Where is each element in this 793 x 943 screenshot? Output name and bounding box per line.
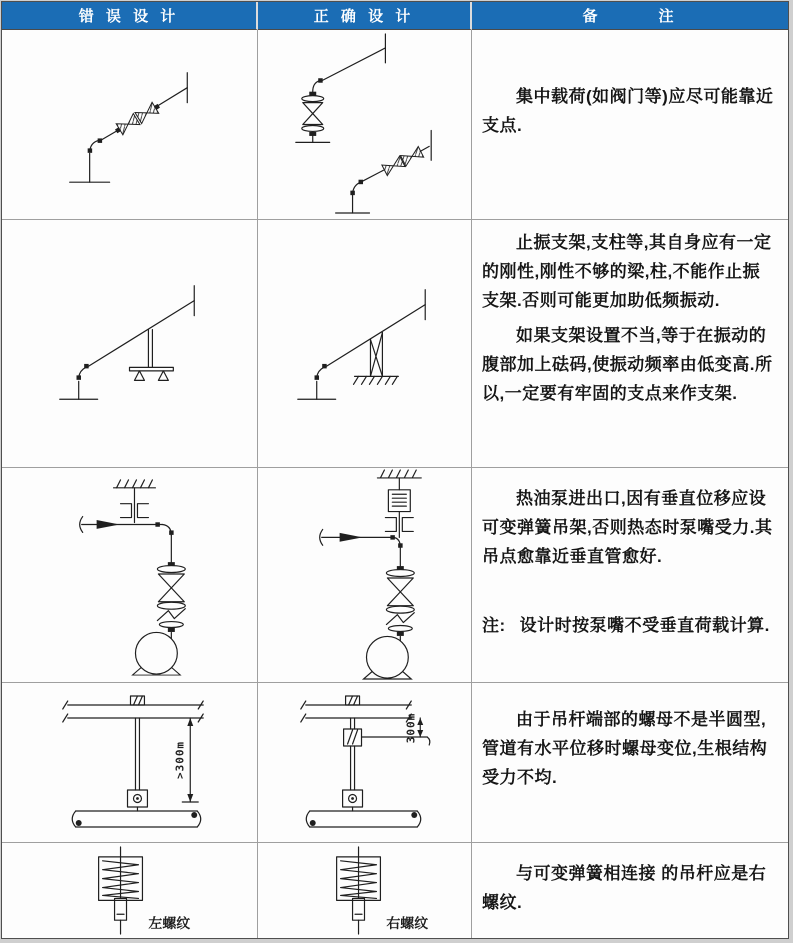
ceiling-anchor-icon xyxy=(114,480,156,523)
spring-icon xyxy=(99,847,143,934)
pipe-run xyxy=(320,529,401,568)
wrong-design-cell-row2 xyxy=(2,220,258,468)
wrong-design-diagram-row1 xyxy=(2,30,257,219)
wrong-design-diagram-row4 xyxy=(2,683,257,842)
correct-design-cell-row5 xyxy=(258,843,472,938)
note-label: 注: xyxy=(482,616,506,635)
turnbuckle-icon xyxy=(353,898,365,920)
braced-column-support-icon xyxy=(354,333,399,385)
thread-label: 左螺纹 xyxy=(148,915,191,932)
pipe-clamp-icon xyxy=(343,790,363,811)
beam-icon xyxy=(63,701,203,722)
remark-text: 止振支架,支柱等,其自身应有一定的刚性,刚性不够的梁,柱,不能作止振支架.否则可能更加助低频振动. xyxy=(482,233,772,310)
pump-icon xyxy=(364,636,412,679)
remark-cell-row2 xyxy=(472,220,788,468)
remark-cell-row4 xyxy=(472,683,788,843)
header-correct-design: 正 确 设 计 xyxy=(258,2,472,30)
correct-design-diagram-row4 xyxy=(258,683,471,842)
turnbuckle-icon xyxy=(115,898,127,920)
note-text: 设计时按泵嘴不受垂直荷载计算. xyxy=(519,616,770,635)
correct-design-diagram-row1 xyxy=(258,30,471,219)
beam-icon xyxy=(301,701,411,722)
remark-text: 如果支架设置不当,等于在振动的腹部加上砝码,使振动频率由低变高.所以,一定要有牢固的支点来作支架. xyxy=(482,326,773,403)
pipe-and-support xyxy=(70,73,188,182)
spring-icon xyxy=(337,847,381,934)
valve-icon xyxy=(113,100,162,137)
correct-design-cell-row2 xyxy=(258,220,472,468)
pipe-clamp-icon xyxy=(128,790,148,811)
nut-icon xyxy=(130,696,144,705)
remark-cell-row3 xyxy=(472,468,788,683)
pipe-icon xyxy=(306,811,420,827)
remark-text: 热油泵进出口,因有垂直位移应设可变弹簧吊架,否则热态时泵嘴受力.其吊点愈靠近垂直管愈好. xyxy=(482,489,773,566)
hanger-rod xyxy=(135,718,139,790)
thread-label: 右螺纹 xyxy=(386,915,429,932)
pump-icon xyxy=(132,632,180,675)
dimension-label: 300m xyxy=(404,712,418,744)
remark-text: 由于吊杆端部的螺母不是半圆型,管道有水平位移时螺母变位,生根结构受力不均. xyxy=(482,710,768,787)
valve-icon xyxy=(382,147,424,176)
spring-hanger-icon xyxy=(388,490,410,538)
correct-design-diagram-row3 xyxy=(258,468,471,682)
wrong-design-cell-row5 xyxy=(2,843,258,938)
wrong-design-diagram-row5 xyxy=(2,843,257,938)
wrong-design-diagram-row2 xyxy=(2,220,257,467)
pipe-and-support xyxy=(60,286,194,400)
turnbuckle-icon xyxy=(344,729,362,746)
pipe-icon xyxy=(72,811,200,827)
ceiling-anchor-icon xyxy=(377,470,421,490)
correct-design-cell-row3 xyxy=(258,468,472,683)
header-remark: 备 注 xyxy=(472,2,788,30)
dimension-label: >300m xyxy=(173,740,187,780)
nut-icon xyxy=(346,696,360,705)
correct-design-cell-row1 xyxy=(258,30,472,220)
remark-text: 集中载荷(如阀门等)应尽可能靠近支点. xyxy=(482,87,774,135)
remark-text: 与可变弹簧相连接 的吊杆应是右螺纹. xyxy=(482,864,767,912)
pipe-and-support xyxy=(296,34,431,213)
header-wrong-design: 错 误 设 计 xyxy=(2,2,258,30)
wrong-design-diagram-row3 xyxy=(2,468,257,682)
correct-design-cell-row4 xyxy=(258,683,472,843)
design-comparison-table xyxy=(1,1,789,939)
wrong-design-cell-row4 xyxy=(2,683,258,843)
remark-note xyxy=(482,611,776,640)
correct-design-diagram-row5 xyxy=(258,843,471,938)
wrong-design-cell-row1 xyxy=(2,30,258,220)
correct-design-diagram-row2 xyxy=(258,220,471,467)
pipe-and-support xyxy=(298,290,425,400)
remark-cell-row5 xyxy=(472,843,788,938)
wrong-design-cell-row3 xyxy=(2,468,258,683)
remark-cell-row1 xyxy=(472,30,788,220)
